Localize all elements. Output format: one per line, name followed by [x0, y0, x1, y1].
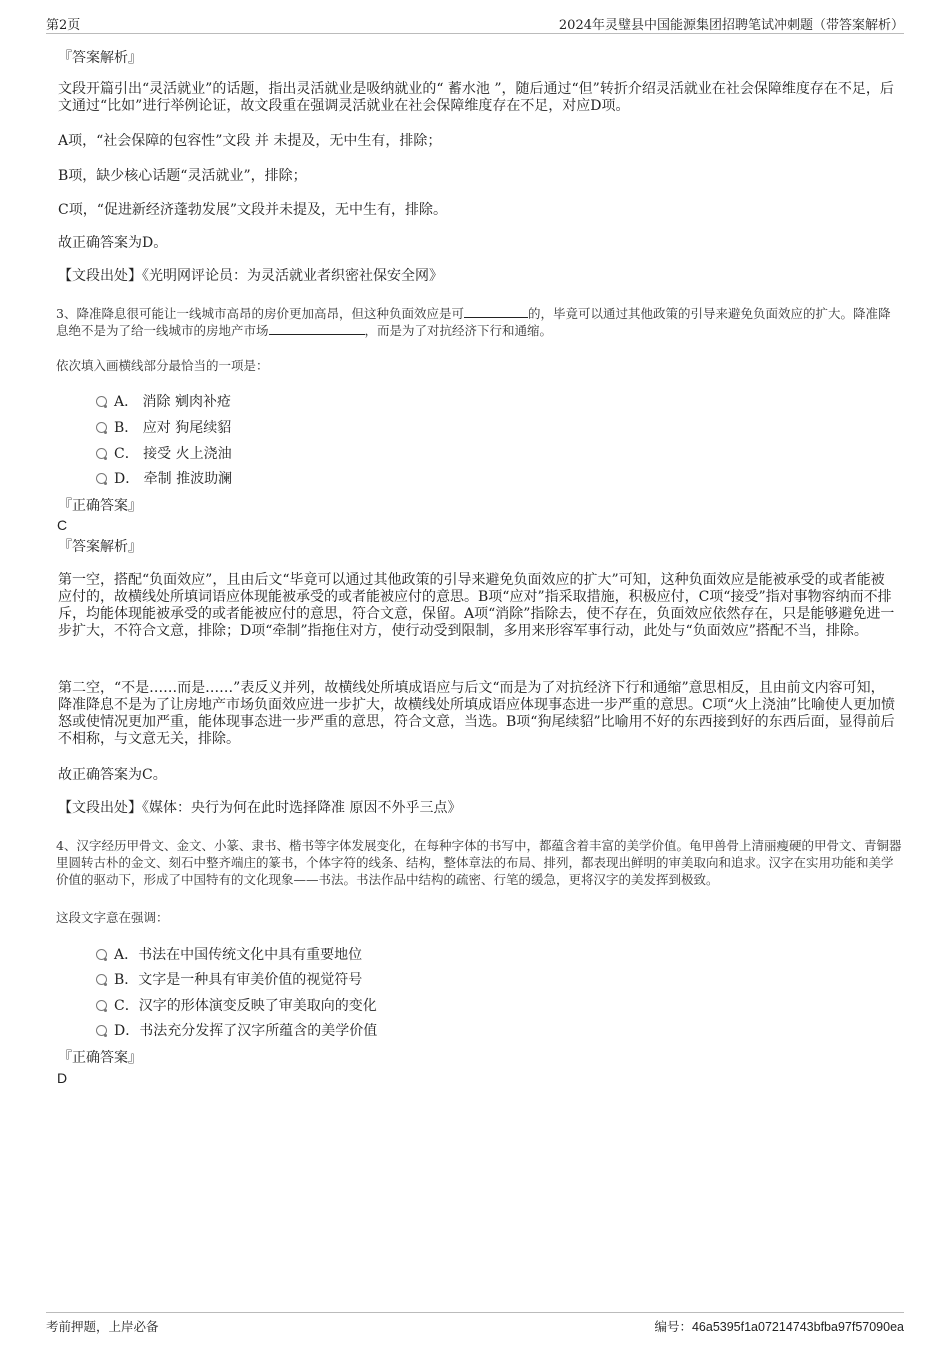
option-d[interactable]: D．书法充分发挥了汉字所蕴含的美学价值: [96, 1022, 377, 1040]
analysis-paragraph: C项，“促进新经济蓬勃发展”文段并未提及，无中生有，排除。: [58, 202, 448, 218]
correct-answer-label: 『正确答案』: [58, 498, 142, 514]
radio-icon[interactable]: [96, 473, 107, 484]
stem-text: ，而是为了对抗经济下行和通缩。: [364, 323, 553, 338]
option-a[interactable]: A．书法在中国传统文化中具有重要地位: [96, 946, 362, 964]
analysis-paragraph: 第一空，搭配“负面效应”，且由后文“毕竟可以通过其他政策的引导来避免负面效应的扩大”可知，这种负面效应是能被承受的或者能被应付的，故横线处所填词语应体现能被承受的或者能被应付的意思。B项“应对”指采取措施，积极应付，C项“接受”指对事物容纳而不排斥，均能体现能被承受的或者能被应付的意思，符合文意，保留。A项“消除”指除去，使不存在，负面效应依然存在，只是能够避免进一步扩大，不符合文意，排除；D项“牵制”指拖住对方，使行动受到限制，多用来形容军事行动，此处与“负面效应”搭配不当，排除。: [58, 572, 895, 639]
option-b[interactable]: B． 应对 狗尾续貂: [96, 419, 231, 437]
radio-icon[interactable]: [96, 1000, 107, 1011]
document-title: 2024年灵璧县中国能源集团招聘笔试冲刺题（带答案解析）: [558, 18, 904, 33]
option-a[interactable]: A． 消除 剜肉补疮: [96, 393, 231, 411]
source-citation: 【文段出处】《光明网评论员：为灵活就业者织密社保安全网》: [58, 268, 443, 284]
page-number: 第2页: [46, 18, 81, 33]
document-id: 编号：46a5395f1a07214743bfba97f57090ea: [654, 1320, 904, 1334]
question-prompt: 这段文字意在强调：: [56, 910, 169, 925]
fill-blank: [269, 322, 365, 335]
radio-icon[interactable]: [96, 949, 107, 960]
fill-blank: [464, 305, 528, 318]
analysis-conclusion: 故正确答案为C。: [58, 767, 167, 783]
radio-icon[interactable]: [96, 1025, 107, 1036]
answer-analysis-label: 『答案解析』: [58, 50, 142, 66]
question-stem: 4、汉字经历甲骨文、金文、小篆、隶书、楷书等字体发展变化，在每种字体的书写中，都蕴含着丰富的美学价值。龟甲兽骨上清丽瘦硬的甲骨文、青铜器里圆转古朴的金文、刻石中整齐端庄的篆书，个体字符的线条、结构，整体章法的布局、排列，都表现出鲜明的审美取向和追求。汉字在实用功能和美学价值的驱动下，形成了中国特有的文化现象——书法。书法作品中结构的疏密、行笔的缓急，更将汉字的美发挥到极致。: [56, 838, 902, 887]
question-stem: [56, 305, 902, 339]
footer-slogan: 考前押题，上岸必备: [46, 1319, 159, 1334]
radio-icon[interactable]: [96, 396, 107, 407]
analysis-paragraph: 文段开篇引出“灵活就业”的话题，指出灵活就业是吸纳就业的“ 蓄水池 ”，随后通过“但”转折介绍灵活就业在社会保障维度存在不足，后文通过“比如”进行举例论证，故文段重在强调灵活就业在社会保障维度存在不足，对应D项。: [58, 81, 894, 114]
stem-text: 的，毕竟可以通过其他政策的引导来避免负面效应的扩大。降准降息绝不是为了给一线城市的房地产市场: [56, 306, 891, 338]
radio-icon[interactable]: [96, 448, 107, 459]
analysis-paragraph: 第二空，“不是……而是……”表反义并列，故横线处所填成语应与后文“而是为了对抗经济下行和通缩”意思相反，且由前文内容可知，降准降息不是为了让房地产市场负面效应进一步扩大，故横线处所填成语应体现事态进一步严重的意思。C项“火上浇油”比喻使人更加愤怒或使情况更加严重，能体现事态进一步严重的意思，符合文意，当选。B项“狗尾续貂”比喻用不好的东西接到好的东西后面，显得前后不相称，与文意无关，排除。: [58, 680, 896, 747]
source-citation: 【文段出处】《媒体：央行为何在此时选择降准 原因不外乎三点》: [58, 800, 462, 816]
analysis-paragraph: B项，缺少核心话题“灵活就业”，排除；: [58, 168, 307, 184]
analysis-paragraph: A项，“社会保障的包容性”文段 并 未提及，无中生有，排除；: [58, 133, 442, 149]
option-b[interactable]: B．文字是一种具有审美价值的视觉符号: [96, 971, 362, 989]
answer-analysis-label: 『答案解析』: [58, 539, 142, 555]
radio-icon[interactable]: [96, 422, 107, 433]
question-prompt: 依次填入画横线部分最恰当的一项是：: [56, 358, 269, 373]
option-c[interactable]: C．汉字的形体演变反映了审美取向的变化: [96, 997, 377, 1015]
radio-icon[interactable]: [96, 974, 107, 985]
correct-answer: C: [57, 517, 68, 533]
stem-text: 3、降准降息很可能让一线城市高昂的房价更加高昂，但这种负面效应是可: [56, 306, 464, 321]
option-d[interactable]: D． 牵制 推波助澜: [96, 470, 232, 488]
correct-answer-label: 『正确答案』: [58, 1050, 142, 1066]
analysis-conclusion: 故正确答案为D。: [58, 235, 168, 251]
page-footer: [46, 1312, 904, 1334]
page-header: [46, 12, 904, 34]
option-c[interactable]: C． 接受 火上浇油: [96, 445, 232, 463]
correct-answer: D: [57, 1070, 68, 1086]
